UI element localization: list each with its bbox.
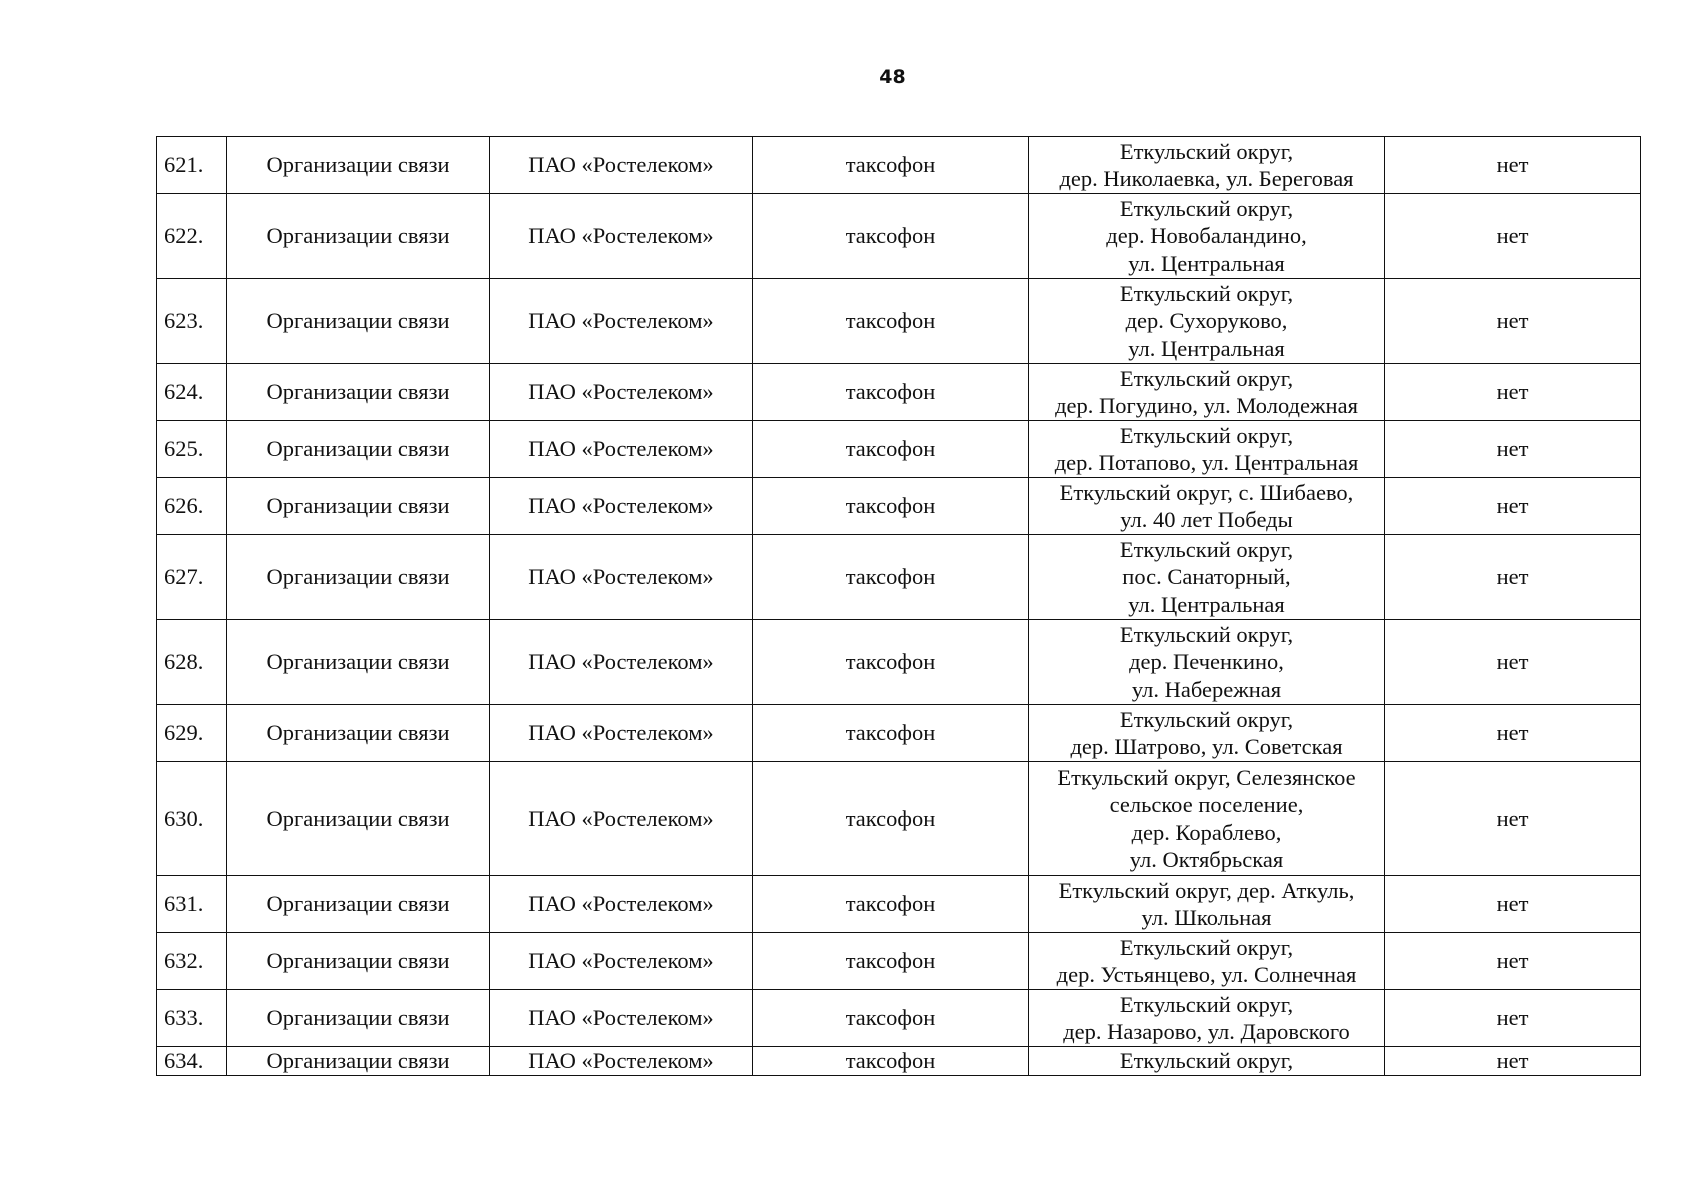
row-value: нет (1385, 876, 1641, 933)
row-category: Организации связи (227, 990, 490, 1047)
row-owner: ПАО «Ростелеком» (490, 364, 753, 421)
table-row (157, 279, 1641, 364)
row-object-type: таксофон (753, 137, 1029, 194)
row-address: Еткульский округ, дер. Аткуль, ул. Школьная (1029, 876, 1385, 933)
row-object-type: таксофон (753, 933, 1029, 990)
row-object-type: таксофон (753, 421, 1029, 478)
row-number: 630. (157, 762, 227, 876)
row-category: Организации связи (227, 279, 490, 364)
row-address: Еткульский округ, дер. Новобаландино, ул. Центральная (1029, 194, 1385, 279)
payphone-table (156, 136, 1641, 1076)
row-object-type: таксофон (753, 705, 1029, 762)
table-row (157, 762, 1641, 876)
row-category: Организации связи (227, 137, 490, 194)
row-object-type: таксофон (753, 762, 1029, 876)
row-number: 629. (157, 705, 227, 762)
row-address: Еткульский округ, (1029, 1047, 1385, 1076)
table-row (157, 933, 1641, 990)
row-number: 628. (157, 620, 227, 705)
row-category: Организации связи (227, 535, 490, 620)
row-value: нет (1385, 620, 1641, 705)
row-number: 633. (157, 990, 227, 1047)
table-row (157, 137, 1641, 194)
row-object-type: таксофон (753, 535, 1029, 620)
row-owner: ПАО «Ростелеком» (490, 705, 753, 762)
table-row (157, 876, 1641, 933)
row-number: 627. (157, 535, 227, 620)
row-value: нет (1385, 705, 1641, 762)
table-row (157, 478, 1641, 535)
row-value: нет (1385, 933, 1641, 990)
row-object-type: таксофон (753, 990, 1029, 1047)
row-category: Организации связи (227, 1047, 490, 1076)
row-owner: ПАО «Ростелеком» (490, 762, 753, 876)
table-row (157, 1047, 1641, 1076)
row-value: нет (1385, 421, 1641, 478)
row-category: Организации связи (227, 364, 490, 421)
row-owner: ПАО «Ростелеком» (490, 535, 753, 620)
row-owner: ПАО «Ростелеком» (490, 1047, 753, 1076)
row-address: Еткульский округ, дер. Погудино, ул. Молодежная (1029, 364, 1385, 421)
row-object-type: таксофон (753, 478, 1029, 535)
row-object-type: таксофон (753, 620, 1029, 705)
row-address: Еткульский округ, дер. Устьянцево, ул. Солнечная (1029, 933, 1385, 990)
table-row (157, 364, 1641, 421)
row-object-type: таксофон (753, 364, 1029, 421)
row-category: Организации связи (227, 478, 490, 535)
row-owner: ПАО «Ростелеком» (490, 990, 753, 1047)
row-number: 634. (157, 1047, 227, 1076)
row-number: 621. (157, 137, 227, 194)
row-value: нет (1385, 279, 1641, 364)
table-row (157, 620, 1641, 705)
row-owner: ПАО «Ростелеком» (490, 279, 753, 364)
row-number: 624. (157, 364, 227, 421)
row-number: 626. (157, 478, 227, 535)
row-value: нет (1385, 364, 1641, 421)
table-row (157, 194, 1641, 279)
row-address: Еткульский округ, дер. Сухоруково, ул. Центральная (1029, 279, 1385, 364)
row-number: 632. (157, 933, 227, 990)
row-address: Еткульский округ, дер. Назарово, ул. Даровского (1029, 990, 1385, 1047)
row-address: Еткульский округ, дер. Печенкино, ул. Набережная (1029, 620, 1385, 705)
row-object-type: таксофон (753, 279, 1029, 364)
row-owner: ПАО «Ростелеком» (490, 194, 753, 279)
page-number: 48 (879, 66, 906, 88)
table-row (157, 535, 1641, 620)
row-number: 623. (157, 279, 227, 364)
row-value: нет (1385, 478, 1641, 535)
row-address: Еткульский округ, дер. Николаевка, ул. Береговая (1029, 137, 1385, 194)
row-object-type: таксофон (753, 1047, 1029, 1076)
row-category: Организации связи (227, 620, 490, 705)
row-address: Еткульский округ, дер. Потапово, ул. Центральная (1029, 421, 1385, 478)
row-value: нет (1385, 137, 1641, 194)
row-object-type: таксофон (753, 194, 1029, 279)
table-row (157, 421, 1641, 478)
row-category: Организации связи (227, 876, 490, 933)
row-number: 631. (157, 876, 227, 933)
row-owner: ПАО «Ростелеком» (490, 933, 753, 990)
row-address: Еткульский округ, пос. Санаторный, ул. Центральная (1029, 535, 1385, 620)
row-value: нет (1385, 535, 1641, 620)
row-value: нет (1385, 762, 1641, 876)
row-value: нет (1385, 990, 1641, 1047)
row-address: Еткульский округ, дер. Шатрово, ул. Советская (1029, 705, 1385, 762)
table-row (157, 705, 1641, 762)
row-category: Организации связи (227, 705, 490, 762)
row-owner: ПАО «Ростелеком» (490, 137, 753, 194)
row-value: нет (1385, 1047, 1641, 1076)
row-number: 625. (157, 421, 227, 478)
row-category: Организации связи (227, 933, 490, 990)
row-category: Организации связи (227, 194, 490, 279)
row-object-type: таксофон (753, 876, 1029, 933)
row-value: нет (1385, 194, 1641, 279)
table-body (157, 137, 1641, 1076)
row-owner: ПАО «Ростелеком» (490, 478, 753, 535)
row-address: Еткульский округ, с. Шибаево, ул. 40 лет Победы (1029, 478, 1385, 535)
row-number: 622. (157, 194, 227, 279)
table-row (157, 990, 1641, 1047)
row-owner: ПАО «Ростелеком» (490, 876, 753, 933)
row-category: Организации связи (227, 421, 490, 478)
row-address: Еткульский округ, Селезянское сельское поселение, дер. Кораблево, ул. Октябрьская (1029, 762, 1385, 876)
row-owner: ПАО «Ростелеком» (490, 421, 753, 478)
row-owner: ПАО «Ростелеком» (490, 620, 753, 705)
row-category: Организации связи (227, 762, 490, 876)
